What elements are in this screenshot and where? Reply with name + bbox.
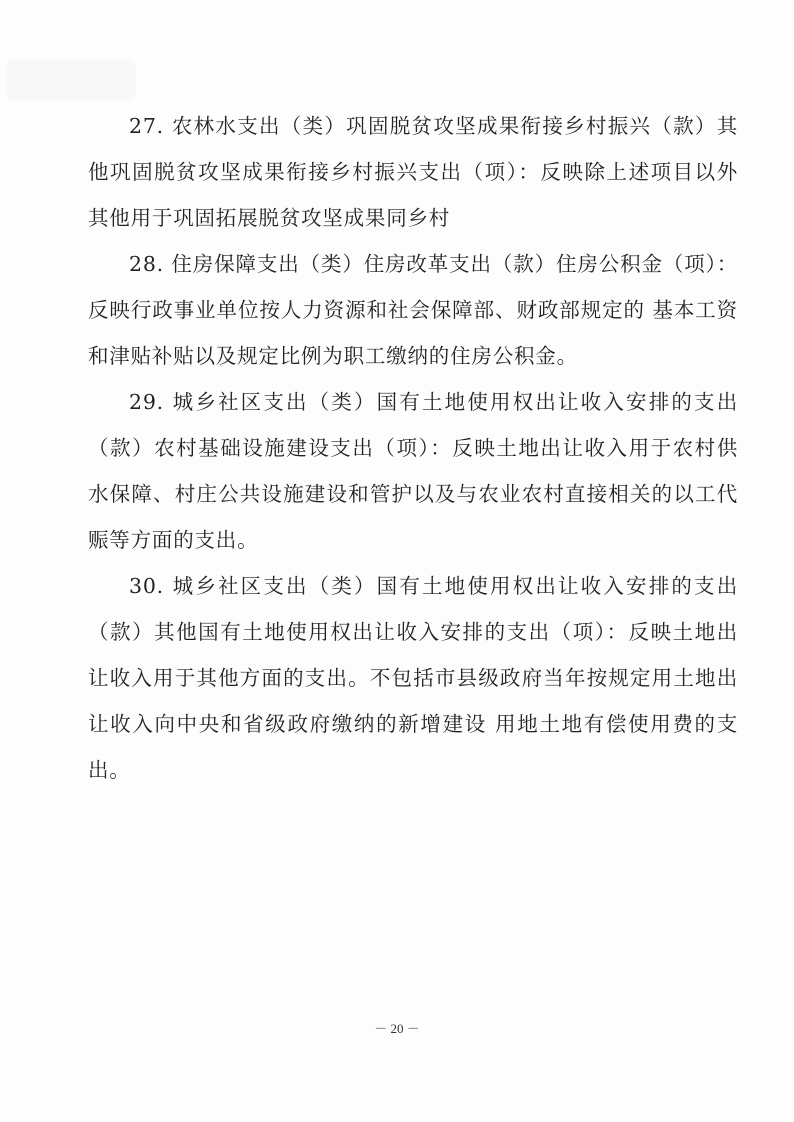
paragraph-28: 28. 住房保障支出（类）住房改革支出（款）住房公积金（项）：反映行政事业单位按人力资源和社会保障部、财政部规定的 基本工资和津贴补贴以及规定比例为职工缴纳的住房公积金。 xyxy=(88,252,738,368)
page-number: － 20 － xyxy=(374,1021,420,1036)
scan-artifact xyxy=(6,60,136,100)
paragraph-29: 29. 城乡社区支出（类）国有土地使用权出让收入安排的支出（款）农村基础设施建设支出（项）：反映土地出让收入用于农村供水保障、村庄公共设施建设和管护以及与农业农村直接相关的以工代赈等方面的支出。 xyxy=(88,390,738,552)
document-body xyxy=(88,103,738,793)
paragraph-27: 27. 农林水支出（类）巩固脱贫攻坚成果衔接乡村振兴（款）其他巩固脱贫攻坚成果衔接乡村振兴支出（项）：反映除上述项目以外其他用于巩固拓展脱贫攻坚成果同乡村 xyxy=(88,114,738,230)
paragraph-30: 30. 城乡社区支出（类）国有土地使用权出让收入安排的支出（款）其他国有土地使用权出让收入安排的支出（项）：反映土地出让收入用于其他方面的支出。不包括市县级政府当年按规定用土地出让收入向中央和省级政府缴纳的新增建设 用地土地有偿使用费的支出。 xyxy=(88,574,738,782)
